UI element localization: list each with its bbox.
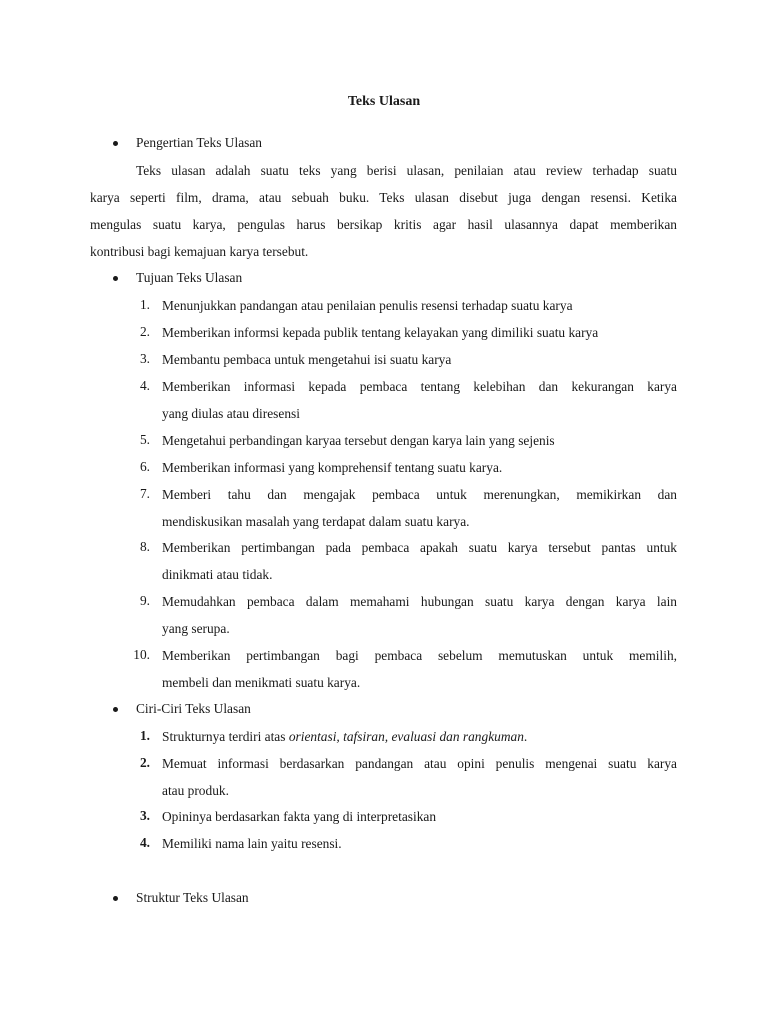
emphasis-text: orientasi, tafsiran, evaluasi dan rangkuman xyxy=(288,729,524,744)
section-heading-pengertian: Pengertian Teks Ulasan xyxy=(0,135,768,153)
section-heading-tujuan: Tujuan Teks Ulasan xyxy=(0,270,768,288)
document-page: Teks Ulasan Pengertian Teks Ulasan Teks ulasan adalah suatu teks yang berisi ulasan, penilaian atau review terhadap suatu karya seperti film, drama, atau sebuah buku. Teks ulasan disebut juga dengan resensi. Ketika mengulas suatu karya, pengulas harus bersikap kritis agar hasil ulasannya dapat memberikan kontribusi bagi kemajuan karya tersebut. Tujuan Teks Ulasan 1. Menunjukkan pandangan atau penilaian penulis resensi terhadap suatu karya 2. Memberikan informsi kepada publik tentang kelayakan yang dimiliki suatu karya 3. Membantu pembaca untuk mengetahui isi suatu karya 4. Memberikan informasi kepada pembaca tentang kelebihan dan kekurangan karya yang diulas atau diresensi 5. Mengetahui perbandingan karyaa tersebut dengan karya lain yang sejenis 6. Memberikan informasi yang komprehensif tentang suatu karya. 7. Memberi tahu dan mengajak pembaca untuk merenungkan, memikirkan dan mendiskusikan masalah yang terdapat dalam suatu karya. 8. Memberikan pertimbangan pada pembaca apakah suatu karya tersebut pantas untuk dinikmati atau tidak. 9. Memudahkan pembaca dalam memahami hubungan suatu karya dengan karya lain yang serupa. 10. Memberikan pertimbangan bagi pembaca sebelum memutuskan untuk memilih, membeli dan menikmati suatu karya. Ciri-Ciri Teks Ulasan 1. Strukturnya terdiri atas orientasi, tafsiran, evaluasi dan rangkuman. 2. Memuat informasi berdasarkan pandangan atau opini penulis mengenai suatu karya atau produk. 3. Opininya berdasarkan fakta yang di interpretasikan 4. Memiliki nama lain yaitu resensi. Struktur Teks Ulasan xyxy=(0,0,768,1024)
bullet-icon xyxy=(113,707,118,712)
paragraph-line: mengulas suatu karya, pengulas harus bersikap kritis agar hasil ulasannya dapat memberikan xyxy=(90,217,677,232)
section-heading-struktur: Struktur Teks Ulasan xyxy=(0,890,768,908)
bullet-icon xyxy=(113,141,118,146)
paragraph-line: kontribusi bagi kemajuan karya tersebut. xyxy=(90,244,309,259)
section-heading-ciri: Ciri-Ciri Teks Ulasan xyxy=(0,701,768,719)
bullet-icon xyxy=(113,896,118,901)
paragraph-line: Teks ulasan adalah suatu teks yang berisi ulasan, penilaian atau review terhadap suatu xyxy=(136,163,677,178)
page-title: Teks Ulasan xyxy=(347,94,421,109)
pengertian-paragraph xyxy=(90,162,677,270)
paragraph-line: karya seperti film, drama, atau sebuah buku. Teks ulasan disebut juga dengan resensi. Ketika xyxy=(90,190,677,205)
bullet-icon xyxy=(113,276,118,281)
